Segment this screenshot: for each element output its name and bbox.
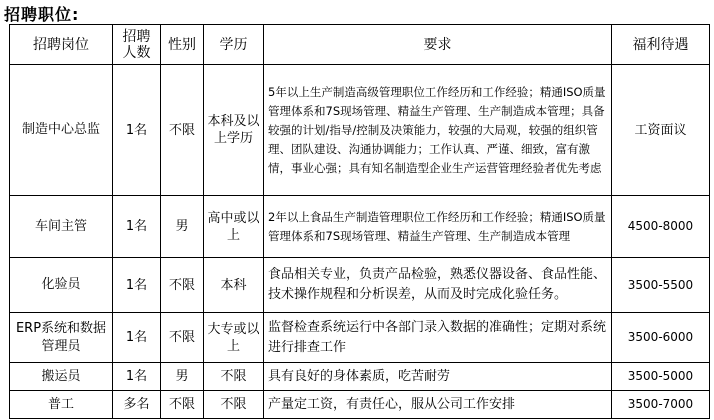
- cell-position: 制造中心总监: [10, 65, 113, 196]
- cell-requirements: 2年以上食品生产制造管理职位工作经历和工作经验；精通ISO质量管理体系和7S现场管理、精益生产管理、生产制造成本管理: [264, 196, 612, 258]
- cell-gender: 不限: [161, 258, 204, 313]
- page-heading: 招聘职位:: [4, 5, 80, 24]
- header-requirements: 要求: [264, 25, 612, 65]
- table-row: [10, 313, 710, 363]
- job-table: [9, 24, 710, 419]
- cell-count: 1名: [113, 196, 161, 258]
- cell-position: 搬运员: [10, 363, 113, 391]
- cell-count: 1名: [113, 363, 161, 391]
- cell-education: 大专或以上: [204, 313, 264, 363]
- cell-requirements: 食品相关专业，负责产品检验，熟悉仪器设备、食品性能、技术操作规程和分析误差，从而及时完成化验任务。: [264, 258, 612, 313]
- header-position: 招聘岗位: [10, 25, 113, 65]
- cell-count: 1名: [113, 65, 161, 196]
- header-benefits: 福利待遇: [612, 25, 710, 65]
- cell-position: 普工: [10, 391, 113, 419]
- table-row: [10, 363, 710, 391]
- header-count: 招聘人数: [113, 25, 161, 65]
- cell-benefits: 工资面议: [612, 65, 710, 196]
- cell-requirements: 监督检查系统运行中各部门录入数据的准确性；定期对系统进行排查工作: [264, 313, 612, 363]
- cell-education: 本科及以上学历: [204, 65, 264, 196]
- cell-benefits: 3500-7000: [612, 391, 710, 419]
- table-row: [10, 391, 710, 419]
- cell-position: ERP系统和数据管理员: [10, 313, 113, 363]
- cell-position: 化验员: [10, 258, 113, 313]
- cell-gender: 不限: [161, 391, 204, 419]
- cell-count: 1名: [113, 258, 161, 313]
- cell-benefits: 3500-6000: [612, 313, 710, 363]
- cell-benefits: 3500-5000: [612, 363, 710, 391]
- cell-requirements: 产量定工资，有责任心，服从公司工作安排: [264, 391, 612, 419]
- cell-benefits: 4500-8000: [612, 196, 710, 258]
- cell-education: 不限: [204, 363, 264, 391]
- cell-position: 车间主管: [10, 196, 113, 258]
- header-education: 学历: [204, 25, 264, 65]
- cell-gender: 男: [161, 196, 204, 258]
- cell-requirements: 具有良好的身体素质，吃苦耐劳: [264, 363, 612, 391]
- table-row: [10, 65, 710, 196]
- cell-education: 本科: [204, 258, 264, 313]
- cell-gender: 男: [161, 363, 204, 391]
- table-row: [10, 258, 710, 313]
- table-row: [10, 196, 710, 258]
- cell-count: 多名: [113, 391, 161, 419]
- header-gender: 性别: [161, 25, 204, 65]
- cell-education: 不限: [204, 391, 264, 419]
- cell-gender: 不限: [161, 65, 204, 196]
- cell-gender: 不限: [161, 313, 204, 363]
- cell-education: 高中或以上: [204, 196, 264, 258]
- header-row: [10, 25, 710, 65]
- cell-benefits: 3500-5500: [612, 258, 710, 313]
- cell-requirements: 5年以上生产制造高级管理职位工作经历和工作经验；精通ISO质量管理体系和7S现场管理、精益生产管理、生产制造成本管理；具备较强的计划/指导/控制及决策能力，较强的大局观，较强的组织管理、团队建设、沟通协调能力；工作认真、严谨、细致，富有激情，事业心强；具有知名制造型企业生产运营管理经验者优先考虑: [264, 65, 612, 196]
- cell-count: 1名: [113, 313, 161, 363]
